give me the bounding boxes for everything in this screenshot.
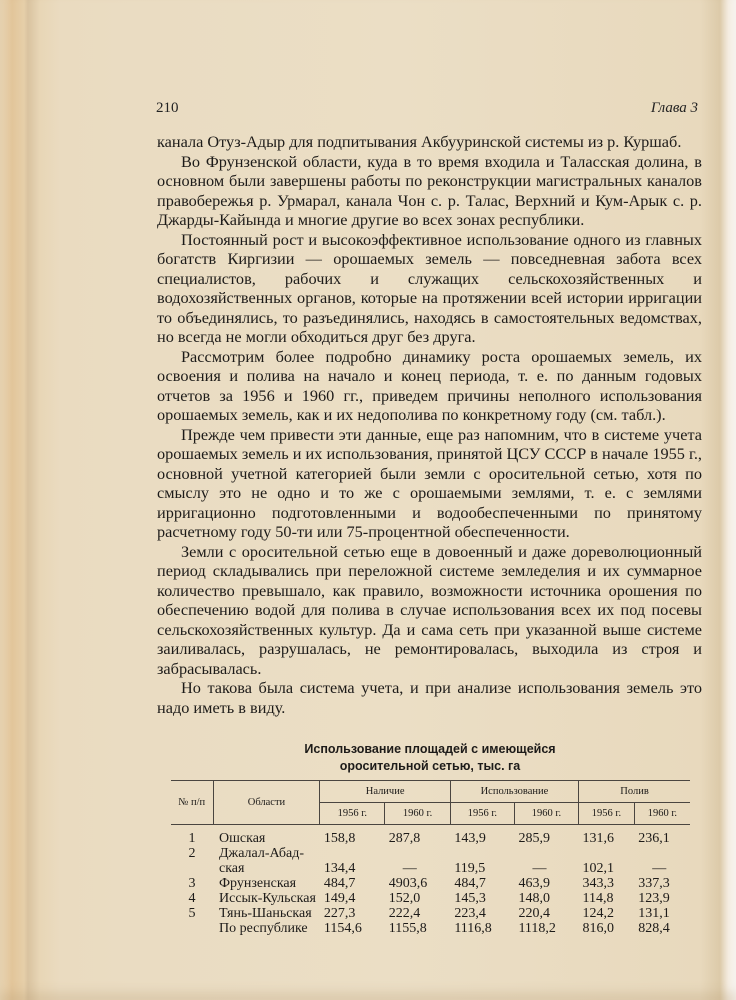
table-caption-line: оросительной сетью, тыс. га — [339, 759, 521, 773]
paragraph: Рассмотрим более подробно динамику роста орошаемых земель, их освоения и полива на начало и конец периода, т. е. по данным годовых отчетов за 1956 и 1960 гг., приведем причины неполного использования орошаемых земель, как и их недополива по конкретному году (см. табл.). — [157, 346, 702, 424]
row-number: 4 — [188, 891, 196, 906]
table-row-total — [171, 921, 690, 936]
region-name: Фрунзенская — [219, 876, 297, 891]
header-irrigation: Полив — [579, 781, 690, 803]
cell-value: 484,7 — [454, 876, 486, 891]
region-name: Ошская — [219, 831, 266, 846]
cell-value: 131,6 — [582, 831, 615, 846]
header-region: Области — [213, 781, 320, 825]
table-row — [171, 891, 690, 906]
cell-value: 223,4 — [454, 906, 486, 921]
cell-value: 158,8 — [323, 831, 356, 846]
cell-value: 828,4 — [638, 921, 670, 936]
cell-value — [450, 846, 514, 861]
table-row — [171, 906, 690, 921]
row-number: 2 — [188, 846, 196, 861]
paragraph: Постоянный рост и высокоэффективное использование одного из главных богатств Киргизии — орошаемых земель — повседневная забота всех специалистов, рабочих и служащих сельскохозяйственных и водохозяйственных органов, которые на протяжении всей истории ирригации то объединялись, то разъединялись, находясь в самостоятельных ведомствах, но всегда не могли обходиться друг без друга. — [157, 229, 702, 346]
paragraph: Земли с оросительной сетью еще в довоенный и даже дореволюционный период складывались при переложной системе земледелия и их суммарное количество превышало, как правило, возможности источника орошения по обеспечению водой для полива в случае использования всех их под посевы сельскохозяйственных культур. Да и сама сеть при указанной выше системе заиливалась, разрушалась, не ремонтировалась, выходила из строя и забрасывалась. — [157, 541, 702, 678]
cell-value: — — [402, 861, 417, 876]
cell-value: 337,3 — [638, 876, 670, 891]
header-year: 1956 г. — [320, 803, 385, 825]
row-number — [171, 921, 213, 936]
page-header — [150, 100, 700, 118]
cell-value: — — [652, 861, 667, 876]
cell-value: 149,4 — [323, 891, 356, 906]
header-availability: Наличие — [320, 781, 450, 803]
cell-value: 143,9 — [454, 831, 486, 846]
cell-value: 152,0 — [388, 891, 421, 906]
region-name: По республике — [219, 921, 308, 936]
chapter-title: Глава 3 — [650, 100, 698, 116]
row-number: 1 — [188, 831, 196, 846]
cell-value: 463,9 — [518, 876, 550, 891]
cell-value: 119,5 — [454, 861, 486, 876]
cell-value — [385, 846, 451, 861]
region-name: Джалал-Абад- — [219, 846, 305, 861]
cell-value: 287,8 — [388, 831, 421, 846]
cell-value: 145,3 — [454, 891, 486, 906]
cell-value: 222,4 — [388, 906, 421, 921]
table-row — [171, 876, 690, 891]
cell-value: 1118,2 — [518, 921, 556, 936]
cell-value: 484,7 — [323, 876, 356, 891]
region-name: Иссык-Кульская — [219, 891, 316, 906]
cell-value: 124,2 — [582, 906, 615, 921]
table-row — [171, 861, 690, 876]
cell-value: 343,3 — [582, 876, 615, 891]
cell-value: 220,4 — [518, 906, 550, 921]
page-number: 210 — [156, 100, 179, 116]
table-row — [171, 846, 690, 861]
cell-value: 816,0 — [582, 921, 615, 936]
cell-value: 131,1 — [638, 906, 670, 921]
cell-value: 123,9 — [638, 891, 670, 906]
table-caption-line: Использование площадей с имеющейся — [304, 742, 556, 756]
cell-value — [320, 846, 385, 861]
cell-value — [514, 846, 578, 861]
row-number: 3 — [188, 876, 196, 891]
cell-value: — — [532, 861, 547, 876]
paragraph: Во Фрунзенской области, куда в то время входила и Таласская долина, в основном были завершены работы по реконструкции магистральных каналов правобережья р. Урмарал, канала Чон с. р. Талас, Верхний и Кум-Арык с. р. Джарды-Кайында и многие другие во всех зонах республики. — [157, 151, 702, 229]
table-row — [171, 825, 690, 847]
cell-value: 1155,8 — [388, 921, 427, 936]
cell-value: 285,9 — [518, 831, 550, 846]
cell-value — [634, 846, 690, 861]
region-name: ская — [219, 861, 245, 876]
header-year: 1960 г. — [514, 803, 578, 825]
cell-value: 148,0 — [518, 891, 550, 906]
header-year: 1960 г. — [385, 803, 451, 825]
row-number — [171, 861, 213, 876]
body-text — [157, 132, 702, 717]
cell-value: 102,1 — [582, 861, 615, 876]
header-usage: Использование — [450, 781, 578, 803]
region-name: Тянь-Шаньская — [219, 906, 312, 921]
paragraph: Но такова была система учета, и при анализе использования земель это надо иметь в виду. — [157, 678, 702, 717]
header-num: № п/п — [171, 781, 213, 825]
cell-value — [579, 846, 635, 861]
row-number: 5 — [188, 906, 196, 921]
cell-value: 1116,8 — [454, 921, 492, 936]
header-year: 1960 г. — [634, 803, 690, 825]
header-year: 1956 г. — [579, 803, 635, 825]
paragraph: канала Отуз-Адыр для подпитывания Акбууринской системы из р. Куршаб. — [157, 132, 682, 151]
cell-value: 1154,6 — [323, 921, 362, 936]
paragraph: Прежде чем привести эти данные, еще раз напомним, что в системе учета орошаемых земель и их использования, принятой ЦСУ СССР в начале 1955 г., основной учетной категорией были земли с оросительной сетью, хотя по смыслу это не одно и то же с орошаемыми землями, т. е. с землями ирригационно подготовленными и водообеспеченными по принятому расчетному году 50-ти или 75-процентной обеспеченности. — [157, 424, 702, 541]
irrigation-table — [171, 780, 690, 936]
cell-value: 114,8 — [582, 891, 614, 906]
cell-value: 236,1 — [638, 831, 670, 846]
header-year: 1956 г. — [450, 803, 514, 825]
cell-value: 227,3 — [323, 906, 356, 921]
cell-value: 4903,6 — [388, 876, 428, 891]
table-caption — [160, 741, 700, 775]
cell-value: 134,4 — [323, 861, 356, 876]
